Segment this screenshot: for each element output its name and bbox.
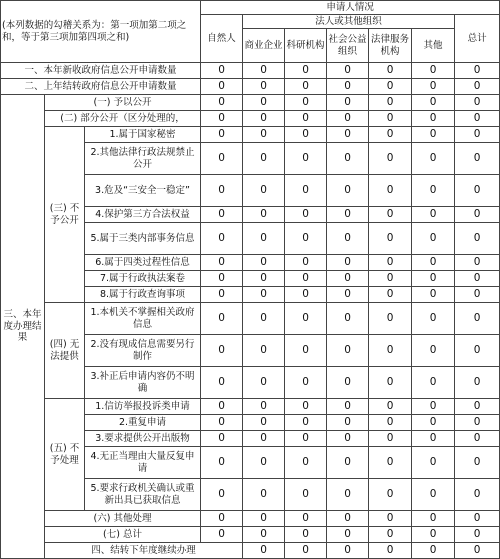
- section-results-label: 三、本年度办理结果: [1, 95, 45, 559]
- value-cell: 0: [412, 287, 455, 303]
- value-cell: 0: [327, 287, 369, 303]
- value-cell: 0: [243, 63, 285, 79]
- value-cell: 0: [327, 143, 369, 175]
- value-cell: 0: [369, 479, 412, 511]
- row-not-processed-1: [1, 399, 500, 415]
- value-cell: 0: [201, 367, 243, 399]
- value-cell: 0: [412, 223, 455, 255]
- value-cell: 0: [369, 63, 412, 79]
- value-cell: 0: [369, 143, 412, 175]
- row-label: 四、结转下年度继续办理: [45, 543, 243, 559]
- value-cell: 0: [327, 63, 369, 79]
- item-label: 2.没有现成信息需要另行制作: [85, 335, 201, 367]
- value-cell: 0: [412, 303, 455, 335]
- value-cell: 0: [327, 127, 369, 143]
- value-cell: 0: [243, 255, 285, 271]
- header-natural-person: 自然人: [201, 15, 243, 63]
- value-cell: 0: [201, 303, 243, 335]
- value-cell: 0: [412, 207, 455, 223]
- value-cell: 0: [369, 367, 412, 399]
- row-not-disclosed-1: [1, 127, 500, 143]
- value-cell: 0: [369, 303, 412, 335]
- item-label: 1.信访举报投诉类申请: [85, 399, 201, 415]
- value-cell: 0: [369, 127, 412, 143]
- value-cell: 0: [412, 367, 455, 399]
- value-cell: 0: [285, 415, 327, 431]
- value-cell: 0: [285, 127, 327, 143]
- value-cell: 0: [455, 527, 500, 543]
- value-cell: 0: [327, 255, 369, 271]
- value-cell: 0: [327, 367, 369, 399]
- header-note: (本列数据的勾稽关系为：第一项加第二项之和，等于第三项加第四项之和): [1, 1, 201, 63]
- value-cell: 0: [285, 335, 327, 367]
- value-cell: 0: [243, 479, 285, 511]
- value-cell: 0: [243, 95, 285, 111]
- value-cell: 0: [327, 175, 369, 207]
- value-cell: 0: [243, 527, 285, 543]
- value-cell: 0: [455, 415, 500, 431]
- row-label: 一、本年新收政府信息公开申请数量: [1, 63, 201, 79]
- value-cell: 0: [369, 543, 412, 559]
- header-applicant: 申请人情况: [201, 1, 500, 15]
- header-col-public-welfare: 社会公益组织: [327, 29, 369, 63]
- value-cell: 0: [285, 63, 327, 79]
- value-cell: 0: [243, 127, 285, 143]
- item-label: 8.属于行政查询事项: [85, 287, 201, 303]
- item-label: 3.补正后申请内容仍不明确: [85, 367, 201, 399]
- value-cell: 0: [201, 223, 243, 255]
- table-body: [1, 1, 500, 559]
- value-cell: 0: [201, 143, 243, 175]
- row-new-apps: [1, 63, 500, 79]
- value-cell: 0: [201, 287, 243, 303]
- value-cell: 0: [327, 79, 369, 95]
- value-cell: 0: [285, 255, 327, 271]
- header-col-research: 科研机构: [285, 29, 327, 63]
- value-cell: 0: [243, 543, 285, 559]
- value-cell: 0: [455, 399, 500, 415]
- item-label: 5.属于三类内部事务信息: [85, 223, 201, 255]
- value-cell: 0: [327, 271, 369, 287]
- value-cell: 0: [369, 111, 412, 127]
- value-cell: 0: [369, 511, 412, 527]
- value-cell: 0: [455, 367, 500, 399]
- value-cell: 0: [412, 63, 455, 79]
- value-cell: 0: [455, 79, 500, 95]
- value-cell: 0: [285, 223, 327, 255]
- value-cell: 0: [455, 543, 500, 559]
- item-label: 7.属于行政执法案卷: [85, 271, 201, 287]
- value-cell: 0: [455, 271, 500, 287]
- value-cell: 0: [455, 127, 500, 143]
- value-cell: 0: [327, 207, 369, 223]
- value-cell: 0: [412, 127, 455, 143]
- value-cell: 0: [285, 287, 327, 303]
- row-label: (二) 部分公开（区分处理的，: [45, 111, 201, 127]
- value-cell: 0: [285, 111, 327, 127]
- value-cell: 0: [369, 95, 412, 111]
- value-cell: 0: [327, 527, 369, 543]
- value-cell: 0: [412, 479, 455, 511]
- group-label: (五) 不予处理: [45, 399, 85, 511]
- value-cell: 0: [412, 431, 455, 447]
- value-cell: 0: [369, 207, 412, 223]
- value-cell: 0: [327, 335, 369, 367]
- value-cell: 0: [412, 143, 455, 175]
- value-cell: 0: [412, 255, 455, 271]
- value-cell: 0: [412, 447, 455, 479]
- value-cell: 0: [201, 63, 243, 79]
- value-cell: 0: [327, 431, 369, 447]
- value-cell: 0: [285, 303, 327, 335]
- value-cell: 0: [412, 415, 455, 431]
- value-cell: 0: [327, 479, 369, 511]
- value-cell: 0: [285, 431, 327, 447]
- group-label: (三) 不予公开: [45, 127, 85, 303]
- value-cell: 0: [201, 479, 243, 511]
- item-label: 5.要求行政机关确认或重新出具已获取信息: [85, 479, 201, 511]
- value-cell: 0: [327, 399, 369, 415]
- value-cell: 0: [455, 447, 500, 479]
- row-subtotal: [1, 527, 500, 543]
- header-col-legal-service: 法律服务机构: [369, 29, 412, 63]
- value-cell: 0: [369, 415, 412, 431]
- item-label: 4.无正当理由大量反复申请: [85, 447, 201, 479]
- header-row-1: [1, 1, 500, 15]
- value-cell: 0: [455, 255, 500, 271]
- value-cell: 0: [327, 95, 369, 111]
- row-label: 二、上年结转政府信息公开申请数量: [1, 79, 201, 95]
- value-cell: 0: [327, 415, 369, 431]
- value-cell: 0: [201, 79, 243, 95]
- value-cell: 0: [243, 415, 285, 431]
- value-cell: 0: [412, 511, 455, 527]
- row-label: (七) 总计: [45, 527, 201, 543]
- value-cell: 0: [455, 207, 500, 223]
- value-cell: 0: [412, 527, 455, 543]
- value-cell: 0: [243, 143, 285, 175]
- value-cell: 0: [201, 399, 243, 415]
- value-cell: 0: [201, 95, 243, 111]
- value-cell: 0: [201, 415, 243, 431]
- value-cell: 0: [201, 271, 243, 287]
- group-label: (四) 无法提供: [45, 303, 85, 399]
- value-cell: 0: [201, 207, 243, 223]
- value-cell: 0: [455, 431, 500, 447]
- item-label: 4.保护第三方合法权益: [85, 207, 201, 223]
- value-cell: 0: [201, 511, 243, 527]
- value-cell: 0: [369, 287, 412, 303]
- value-cell: 0: [369, 335, 412, 367]
- value-cell: 0: [369, 527, 412, 543]
- value-cell: 0: [455, 303, 500, 335]
- value-cell: 0: [243, 287, 285, 303]
- value-cell: 0: [201, 447, 243, 479]
- value-cell: 0: [201, 335, 243, 367]
- value-cell: 0: [455, 479, 500, 511]
- item-label: 2.重复申请: [85, 415, 201, 431]
- row-partial: [1, 111, 500, 127]
- row-other: [1, 511, 500, 527]
- value-cell: 0: [412, 95, 455, 111]
- row-label: (一) 予以公开: [45, 95, 201, 111]
- value-cell: 0: [285, 79, 327, 95]
- item-label: 2.其他法律行政法规禁止公开: [85, 143, 201, 175]
- value-cell: 0: [455, 511, 500, 527]
- value-cell: 0: [455, 63, 500, 79]
- value-cell: 0: [369, 431, 412, 447]
- row-disclosed: [1, 95, 500, 111]
- value-cell: 0: [243, 431, 285, 447]
- value-cell: 0: [455, 223, 500, 255]
- value-cell: 0: [455, 111, 500, 127]
- value-cell: 0: [327, 303, 369, 335]
- value-cell: 0: [285, 511, 327, 527]
- row-cannot-provide-1: [1, 303, 500, 335]
- value-cell: 0: [369, 175, 412, 207]
- value-cell: 0: [455, 95, 500, 111]
- value-cell: 0: [243, 271, 285, 287]
- value-cell: 0: [455, 287, 500, 303]
- value-cell: 0: [243, 79, 285, 95]
- value-cell: 0: [369, 399, 412, 415]
- value-cell: 0: [455, 335, 500, 367]
- value-cell: 0: [285, 543, 327, 559]
- value-cell: 0: [412, 335, 455, 367]
- value-cell: 0: [201, 255, 243, 271]
- header-col-other: 其他: [412, 29, 455, 63]
- row-label: (六) 其他处理: [45, 511, 201, 527]
- value-cell: 0: [412, 111, 455, 127]
- value-cell: 0: [201, 431, 243, 447]
- value-cell: 0: [327, 223, 369, 255]
- item-label: 1.属于国家秘密: [85, 127, 201, 143]
- row-carry-next: [1, 543, 500, 559]
- header-legal-group: 法人或其他组织: [243, 15, 455, 29]
- value-cell: 0: [285, 447, 327, 479]
- value-cell: 0: [369, 271, 412, 287]
- value-cell: 0: [285, 95, 327, 111]
- value-cell: 0: [243, 367, 285, 399]
- value-cell: 0: [327, 447, 369, 479]
- value-cell: 0: [369, 255, 412, 271]
- value-cell: 0: [455, 175, 500, 207]
- value-cell: 0: [369, 79, 412, 95]
- value-cell: 0: [243, 111, 285, 127]
- value-cell: 0: [243, 511, 285, 527]
- value-cell: 0: [285, 271, 327, 287]
- value-cell: 0: [455, 143, 500, 175]
- item-label: 6.属于四类过程性信息: [85, 255, 201, 271]
- header-total: 总计: [455, 15, 500, 63]
- value-cell: 0: [243, 175, 285, 207]
- item-label: 3.危及“三安全一稳定”: [85, 175, 201, 207]
- value-cell: 0: [201, 175, 243, 207]
- value-cell: 0: [412, 543, 455, 559]
- value-cell: 0: [201, 527, 243, 543]
- value-cell: 0: [201, 111, 243, 127]
- value-cell: 0: [285, 143, 327, 175]
- value-cell: 0: [243, 303, 285, 335]
- header-col-commercial: 商业企业: [243, 29, 285, 63]
- value-cell: 0: [412, 399, 455, 415]
- value-cell: 0: [243, 335, 285, 367]
- row-carryover: [1, 79, 500, 95]
- value-cell: 0: [369, 223, 412, 255]
- item-label: 3.要求提供公开出版物: [85, 431, 201, 447]
- value-cell: 0: [243, 447, 285, 479]
- value-cell: 0: [201, 127, 243, 143]
- value-cell: 0: [412, 175, 455, 207]
- value-cell: 0: [327, 111, 369, 127]
- value-cell: 0: [243, 399, 285, 415]
- value-cell: 0: [243, 207, 285, 223]
- value-cell: 0: [412, 271, 455, 287]
- value-cell: 0: [285, 399, 327, 415]
- value-cell: 0: [243, 223, 285, 255]
- value-cell: 0: [285, 527, 327, 543]
- value-cell: 0: [369, 447, 412, 479]
- value-cell: 0: [285, 367, 327, 399]
- value-cell: 0: [412, 79, 455, 95]
- value-cell: 0: [285, 207, 327, 223]
- value-cell: 0: [285, 479, 327, 511]
- value-cell: 0: [327, 543, 369, 559]
- value-cell: 0: [327, 511, 369, 527]
- item-label: 1.本机关不掌握相关政府信息: [85, 303, 201, 335]
- value-cell: 0: [285, 175, 327, 207]
